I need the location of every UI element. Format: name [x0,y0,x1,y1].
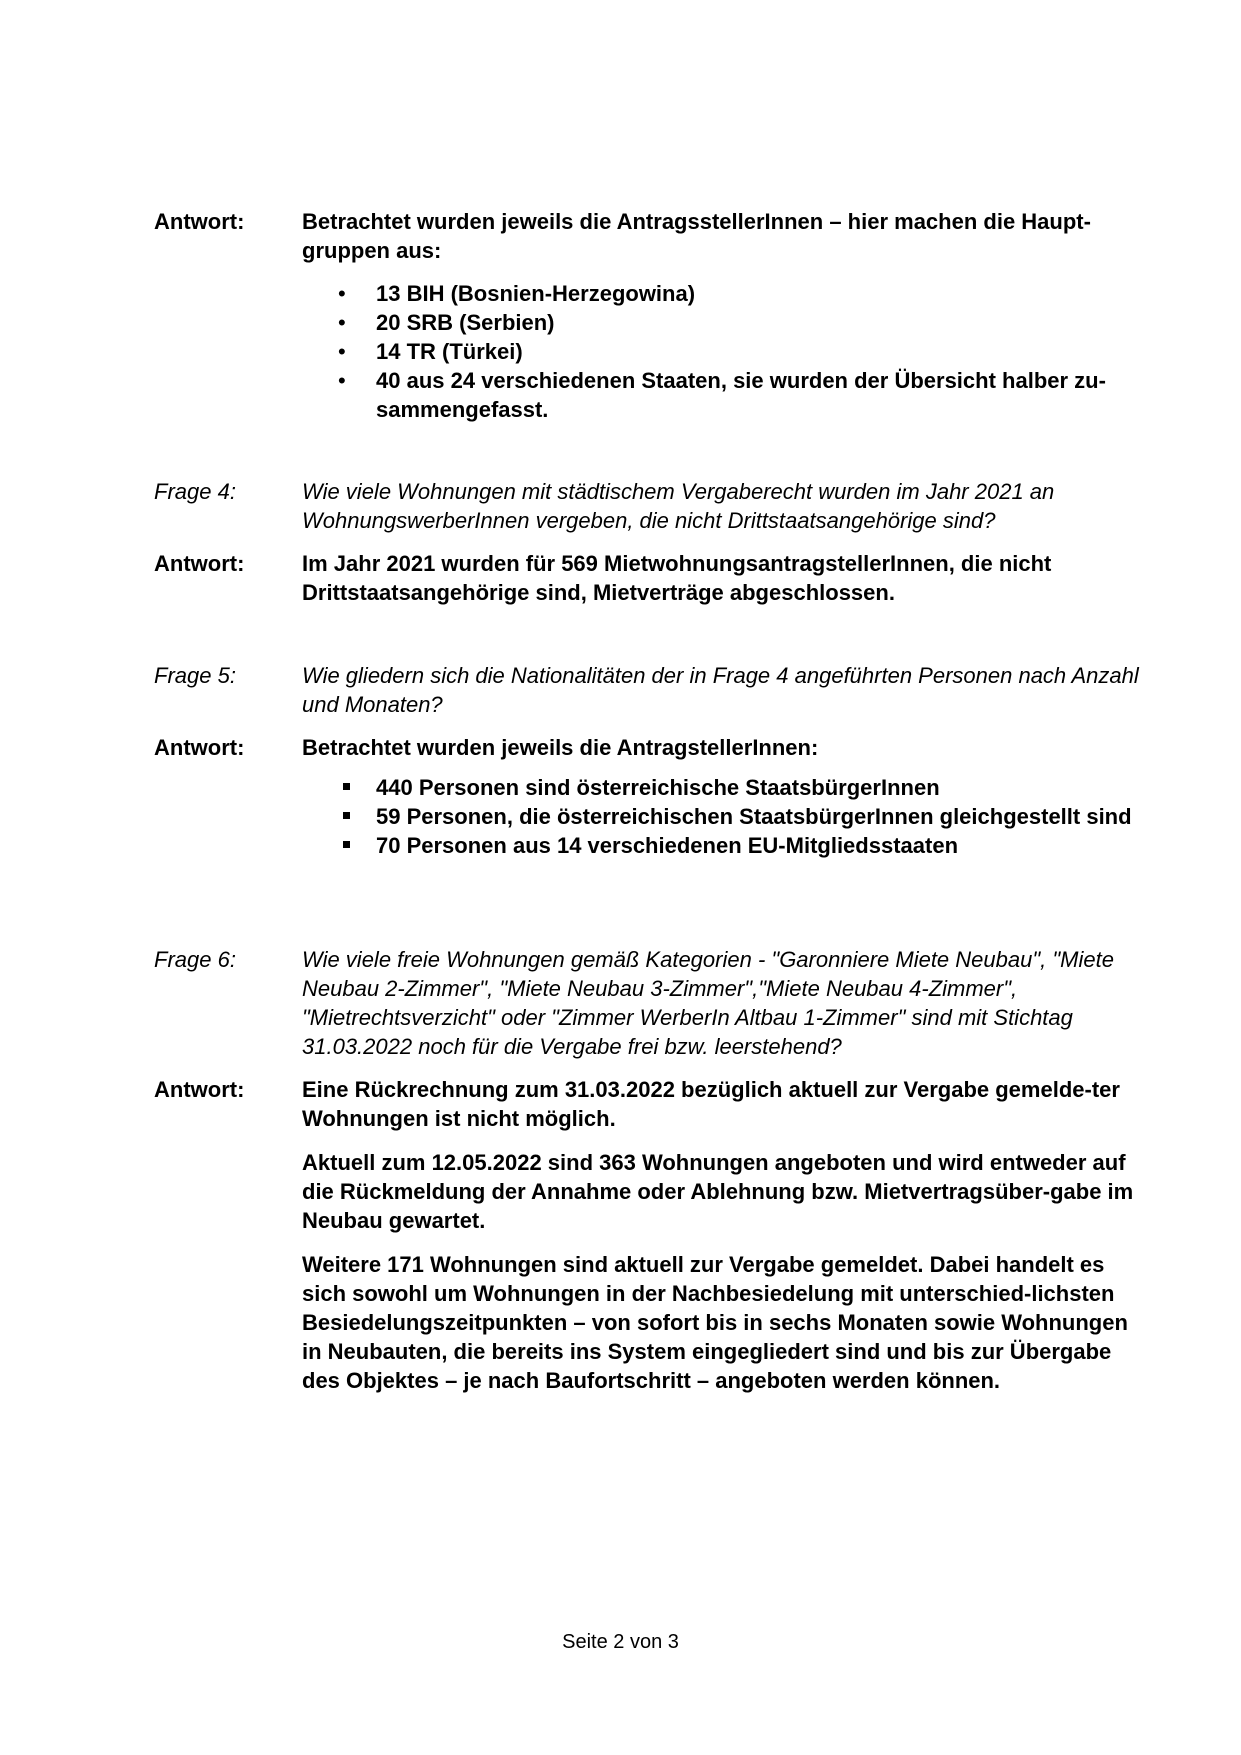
question-6 [154,945,1144,1061]
answer-label: Antwort: [154,209,245,234]
answer-label: Antwort: [154,1077,245,1102]
answer-3 [154,207,1144,265]
list-item: • 14 TR (Türkei) [302,337,1144,366]
question-text: Wie viele freie Wohnungen gemäß Kategorien - "Garonniere Miete Neubau", "Miete Neubau 2-Zimmer", "Miete Neubau 3-Zimmer","Miete Neubau 4-Zimmer", "Mietrechtsverzicht" oder "Zimmer WerberIn Altbau 1-Zimmer" sind mit Stichtag 31.03.2022 noch für die Vergabe frei bzw. leerstehend? [302,947,1114,1059]
question-label: Frage 5: [154,663,236,688]
answer-6 [154,1075,1144,1133]
question-4 [154,477,1144,535]
question-5 [154,661,1144,719]
answer-text: Im Jahr 2021 wurden für 569 MietwohnungsantragstellerInnen, die nicht Drittstaatsangehörige sind, Mietverträge abgeschlossen. [302,551,1052,605]
answer-text: Betrachtet wurden jeweils die AntragsstellerInnen – hier machen die Haupt-gruppen aus: [302,209,1091,263]
question-text: Wie viele Wohnungen mit städtischem Vergaberecht wurden im Jahr 2021 an WohnungswerberInnen vergeben, die nicht Drittstaatsangehörige sind? [302,479,1055,533]
answer-4 [154,549,1144,607]
question-text: Wie gliedern sich die Nationalitäten der in Frage 4 angeführten Personen nach Anzahl und Monaten? [302,663,1139,717]
list-item: • 20 SRB (Serbien) [302,308,1144,337]
list-item: • 40 aus 24 verschiedenen Staaten, sie wurden der Übersicht halber zu-sammengefasst. [302,366,1144,424]
answer-6-paragraph-3: Weitere 171 Wohnungen sind aktuell zur Vergabe gemeldet. Dabei handelt es sich sowohl um Wohnungen in der Nachbesiedelung mit unterschied-lichsten Besiedelungszeitpunkten – von sofort bis in sechs Monaten sowie Wohnungen in Neubauten, die bereits ins System eingegliedert sind und bis zur Übergabe des Objektes – je nach Baufortschritt – angeboten werden können. [302,1252,1128,1393]
page-number: Seite 2 von 3 [562,1631,679,1653]
question-label: Frage 6: [154,947,236,972]
answer-3-list [302,279,1144,424]
answer-5 [154,733,1144,762]
list-item: 59 Personen, die österreichischen StaatsbürgerInnen gleichgestellt sind [302,802,1144,831]
list-item: 440 Personen sind österreichische StaatsbürgerInnen [302,773,1144,802]
answer-label: Antwort: [154,551,245,576]
list-item: 70 Personen aus 14 verschiedenen EU-Mitgliedsstaaten [302,831,1144,860]
answer-6-paragraph-2: Aktuell zum 12.05.2022 sind 363 Wohnungen angeboten und wird entweder auf die Rückmeldung der Annahme oder Ablehnung bzw. Mietvertragsüber-gabe im Neubau gewartet. [302,1150,1134,1233]
list-item: • 13 BIH (Bosnien-Herzegowina) [302,279,1144,308]
answer-text: Betrachtet wurden jeweils die AntragstellerInnen: [302,735,819,760]
answer-label: Antwort: [154,735,245,760]
answer-5-list [302,773,1144,860]
answer-text: Eine Rückrechnung zum 31.03.2022 bezüglich aktuell zur Vergabe gemelde-ter Wohnungen ist nicht möglich. [302,1077,1120,1131]
question-label: Frage 4: [154,479,236,504]
